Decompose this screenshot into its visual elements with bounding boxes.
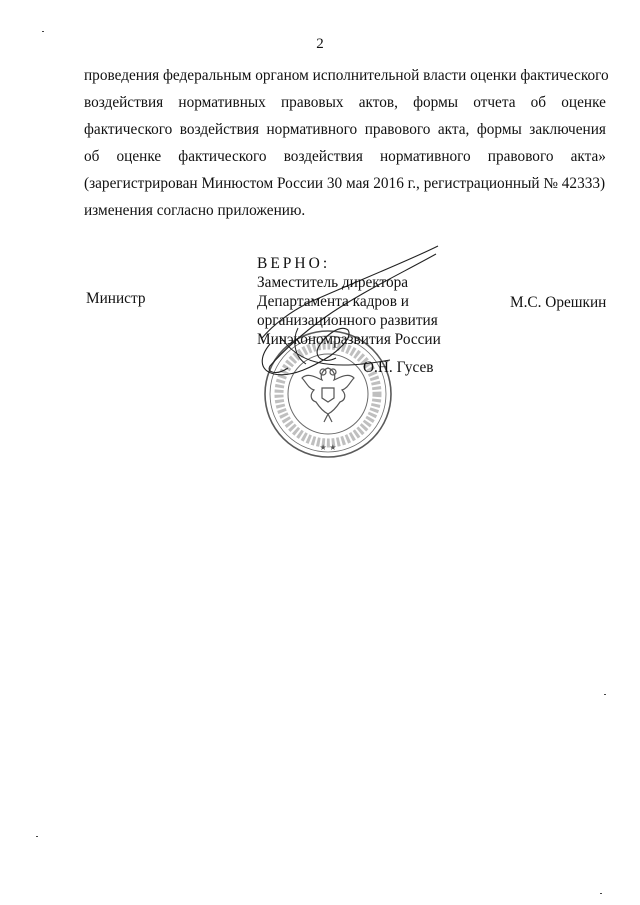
- word: нормативного: [380, 148, 471, 165]
- word: воздействия: [84, 94, 164, 111]
- word: правового: [364, 121, 431, 138]
- body-line-6: изменения согласно приложению.: [84, 202, 306, 219]
- scan-speck: [36, 836, 38, 837]
- word: об: [84, 148, 100, 165]
- word: оценке: [116, 148, 162, 165]
- word: правовых: [281, 94, 344, 111]
- word: акта,: [437, 121, 470, 138]
- minister-name: М.С. Орешкин: [510, 294, 607, 311]
- word: акта»: [570, 148, 606, 165]
- certification-line-3: организационного развития: [257, 312, 438, 329]
- body-line-1: проведения федеральным органом исполнительной власти оценки фактического: [84, 67, 609, 84]
- body-line-5: (зарегистрирован Минюстом России 30 мая 2016 г., регистрационный № 42333): [84, 175, 606, 192]
- word: нормативного: [266, 121, 358, 138]
- body-text: [84, 62, 609, 224]
- word: заключения: [529, 121, 606, 138]
- body-line-4: [84, 143, 606, 170]
- word: формы: [413, 94, 459, 111]
- word: правового: [487, 148, 554, 165]
- word: оценке: [561, 94, 606, 111]
- scan-speck: [600, 893, 602, 894]
- word: воздействия: [179, 121, 260, 138]
- word: фактического: [178, 148, 267, 165]
- certification-line-2: Департамента кадров и: [257, 293, 409, 310]
- word: актов,: [358, 94, 398, 111]
- certification-line-4: Минэкономразвития России: [257, 331, 441, 348]
- word: об: [530, 94, 547, 111]
- body-line-3: [84, 116, 606, 143]
- body-line-2: [84, 89, 606, 116]
- scan-speck: [604, 694, 606, 695]
- word: отчета: [473, 94, 516, 111]
- seal-star-icon: ★ ★: [319, 443, 337, 452]
- word: фактического: [84, 121, 173, 138]
- word: воздействия: [283, 148, 363, 165]
- certifier-name: О.Н. Гусев: [363, 359, 434, 376]
- certification-title: ВЕРНО:: [257, 255, 331, 272]
- certification-block: [257, 254, 441, 349]
- certification-line-1: Заместитель директора: [257, 274, 409, 291]
- word: формы: [476, 121, 522, 138]
- minister-title: Министр: [86, 290, 146, 307]
- word: нормативных: [178, 94, 266, 111]
- scan-speck: [42, 31, 44, 32]
- page-number: 2: [316, 36, 324, 52]
